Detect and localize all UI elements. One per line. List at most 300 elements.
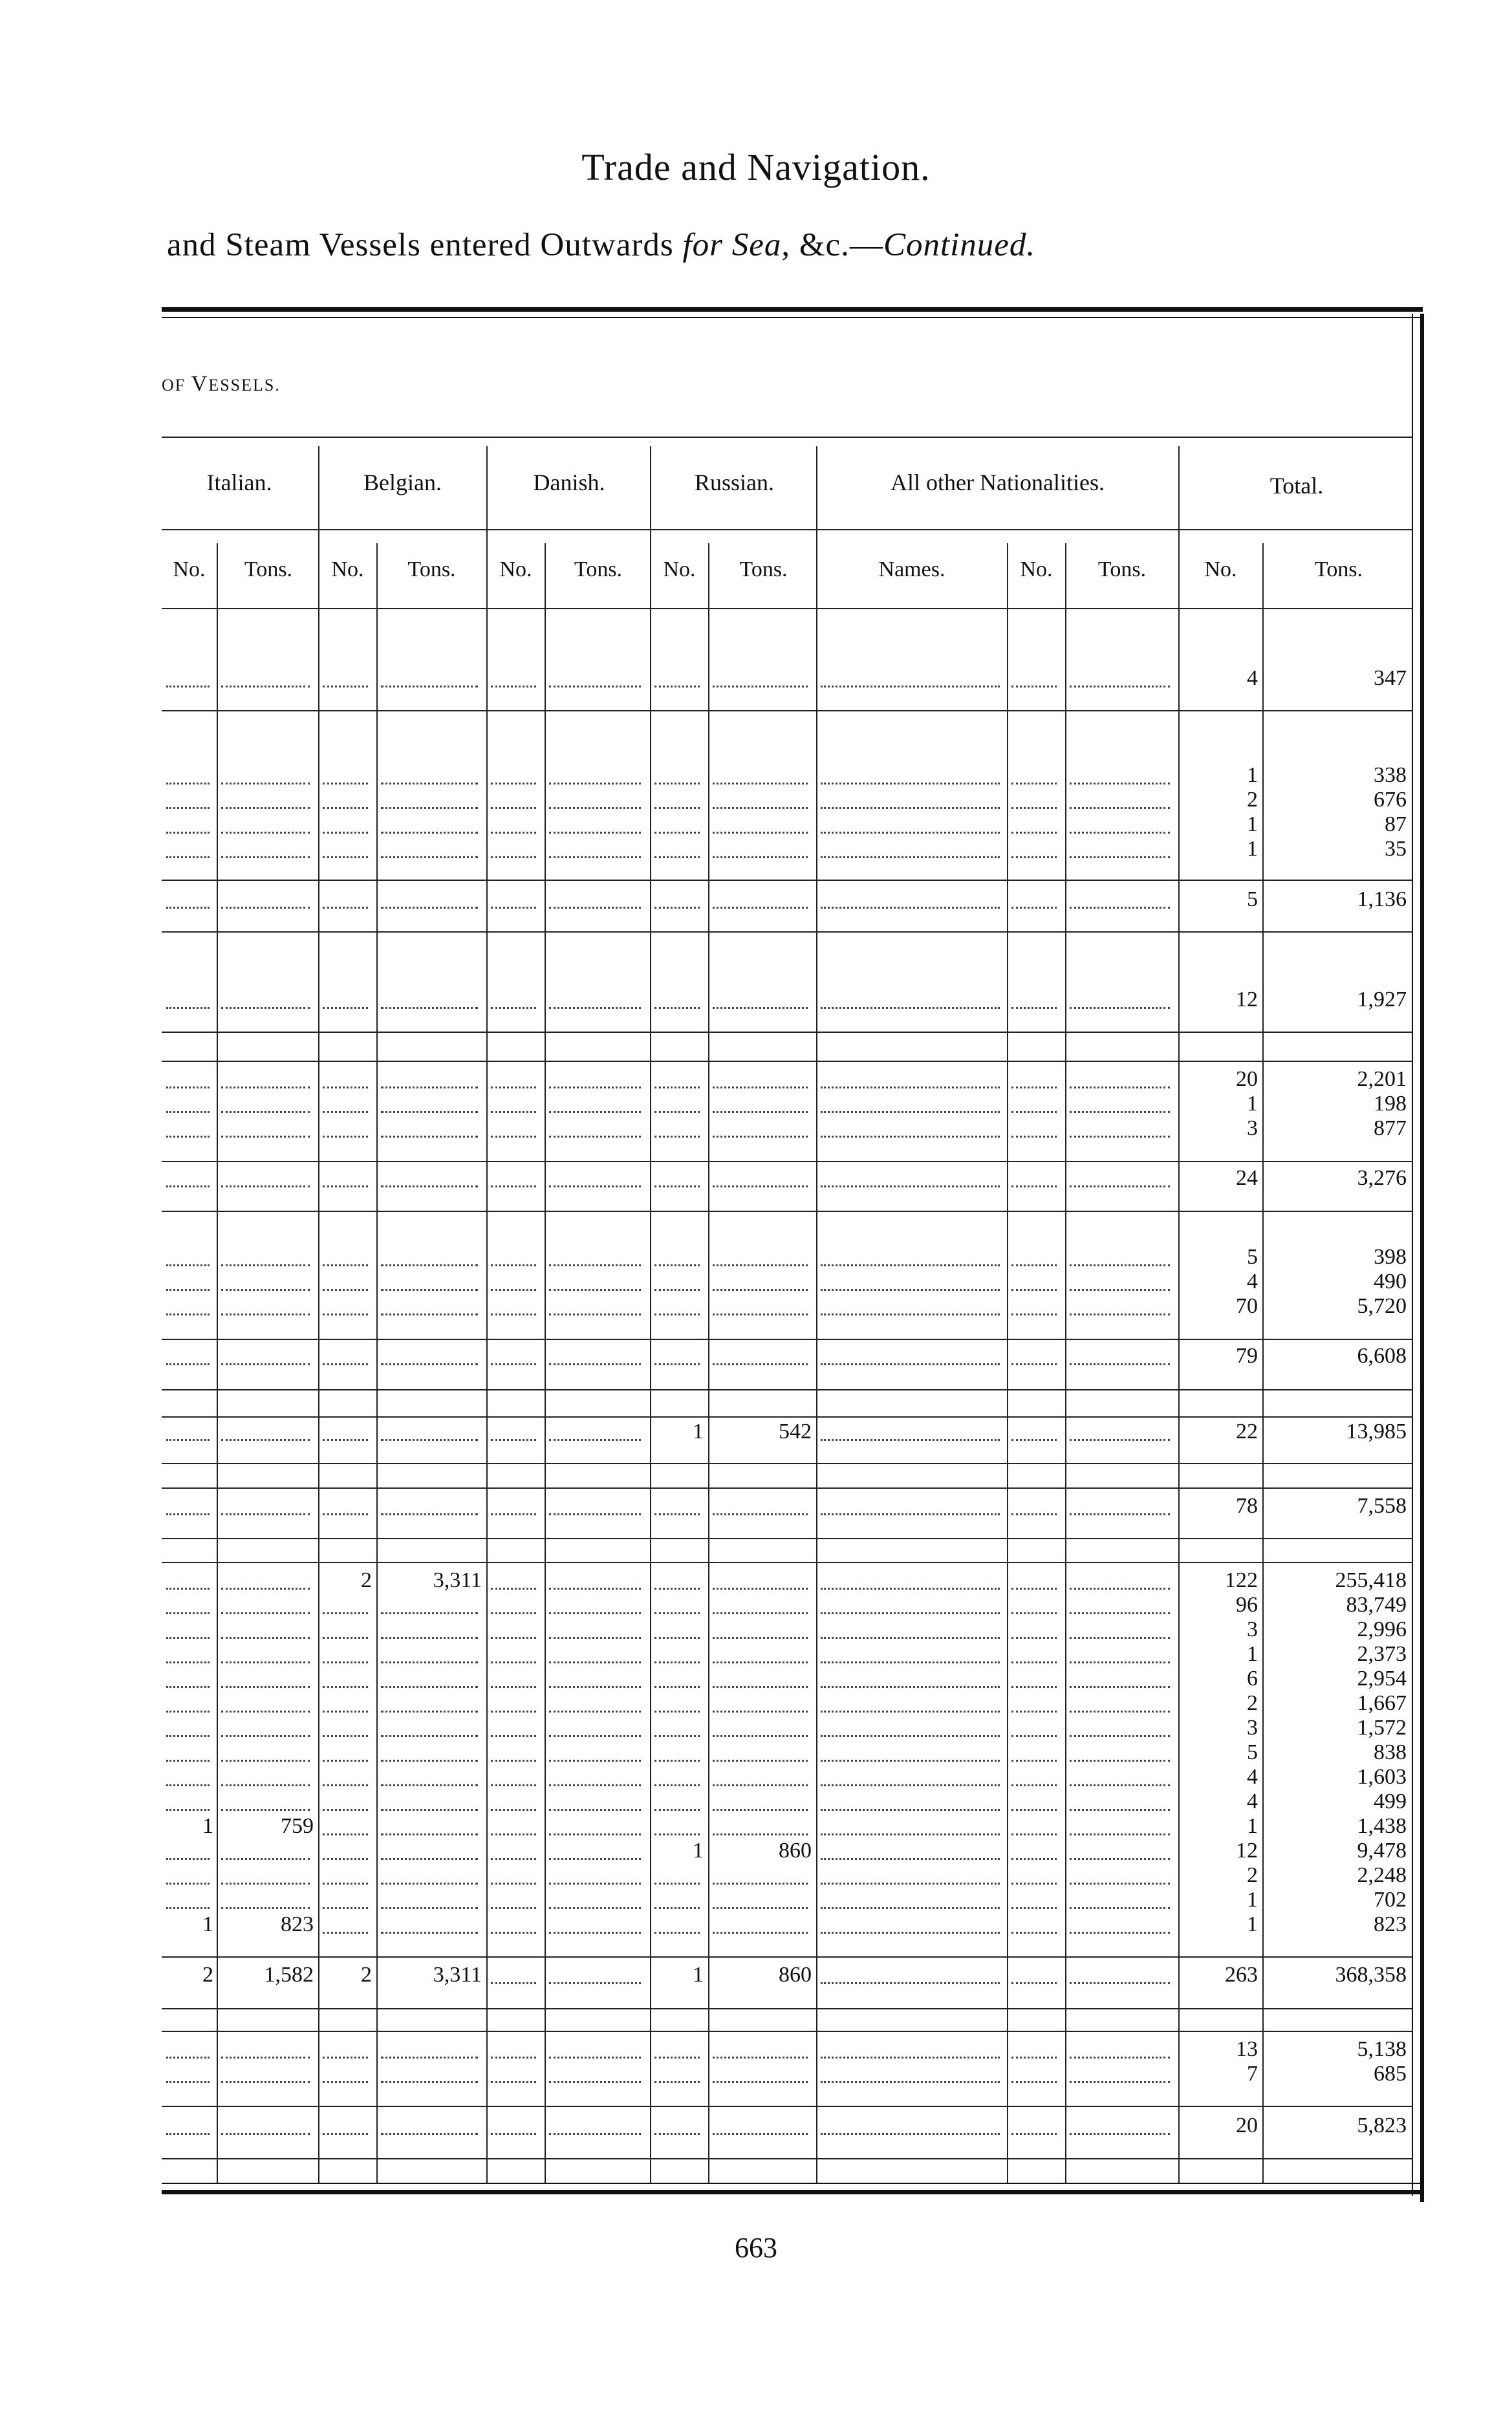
- subheader-other-no: No.: [1020, 557, 1053, 581]
- leader-dots: [549, 2133, 641, 2135]
- leader-dots: [821, 1686, 1000, 1688]
- leader-dots: [166, 1264, 210, 1266]
- table-cell-be-tons: 3,311: [433, 1568, 482, 1592]
- leader-dots: [1011, 1784, 1057, 1786]
- leader-dots: [821, 1185, 1000, 1187]
- leader-dots: [821, 1760, 1000, 1762]
- leader-dots: [1070, 1833, 1170, 1835]
- leader-dots: [323, 856, 368, 858]
- leader-dots: [549, 907, 641, 909]
- leader-dots: [381, 1136, 478, 1138]
- leader-dots: [381, 1087, 478, 1088]
- leader-dots: [381, 807, 478, 809]
- table-cell-tot-no: 1: [1247, 1912, 1258, 1936]
- leader-dots: [713, 1588, 808, 1590]
- table-cell-tot-no: 7: [1247, 2062, 1258, 2086]
- group-rule: [162, 2031, 1413, 2032]
- table-cell-tot-tons: 255,418: [1335, 1568, 1407, 1592]
- table-cell-tot-tons: 823: [1374, 1912, 1407, 1936]
- leader-dots: [166, 856, 210, 858]
- table-cell-tot-tons: 499: [1374, 1789, 1407, 1813]
- leader-dots: [821, 1711, 1000, 1713]
- table-cell-tot-tons: 490: [1374, 1270, 1407, 1293]
- leader-dots: [166, 1907, 210, 1909]
- leader-dots: [1011, 1111, 1057, 1113]
- leader-dots: [549, 1735, 641, 1737]
- leader-dots: [491, 1007, 536, 1009]
- table-cell-tot-tons: 87: [1385, 812, 1407, 836]
- leader-dots: [1011, 1735, 1057, 1737]
- leader-dots: [381, 1637, 478, 1639]
- leader-dots: [323, 1185, 368, 1187]
- leader-dots: [1011, 1007, 1057, 1009]
- leader-dots: [549, 832, 641, 834]
- leader-dots: [166, 1711, 210, 1713]
- table-cell-tot-no: 1: [1247, 1092, 1258, 1116]
- leader-dots: [1011, 1661, 1057, 1663]
- leader-dots: [491, 1289, 536, 1291]
- leader-dots: [549, 856, 641, 858]
- leader-dots: [221, 1007, 310, 1009]
- leader-dots: [491, 807, 536, 809]
- subheader-russian-tons: Tons.: [739, 557, 788, 581]
- leader-dots: [1070, 1637, 1170, 1639]
- leader-dots: [713, 686, 808, 687]
- leader-dots: [491, 2081, 536, 2083]
- leader-dots: [1011, 1612, 1057, 1614]
- table-cell-tot-tons: 1,136: [1357, 887, 1407, 911]
- table-cell-tot-no: 1: [1247, 812, 1258, 836]
- table-cell-tot-no: 2: [1247, 1691, 1258, 1715]
- leader-dots: [323, 686, 368, 687]
- leader-dots: [1070, 832, 1170, 834]
- leader-dots: [491, 832, 536, 834]
- table-cell-tot-tons: 2,201: [1357, 1067, 1407, 1091]
- group-rule: [162, 2106, 1413, 2107]
- col-line: [217, 543, 218, 2183]
- leader-dots: [1011, 907, 1057, 909]
- table-cell-tot-no: 6: [1247, 1667, 1258, 1691]
- leader-dots: [323, 2057, 368, 2059]
- leader-dots: [713, 1087, 808, 1088]
- table-cell-tot-no: 24: [1236, 1166, 1258, 1190]
- leader-dots: [549, 1513, 641, 1515]
- leader-dots: [491, 783, 536, 784]
- leader-dots: [549, 1007, 641, 1009]
- leader-dots: [491, 1932, 536, 1934]
- table-cell-tot-no: 70: [1236, 1294, 1258, 1318]
- leader-dots: [1070, 1314, 1170, 1315]
- subtitle-mid: , &c.—: [781, 227, 883, 263]
- leader-dots: [381, 2081, 478, 2083]
- leader-dots: [654, 1661, 700, 1663]
- leader-dots: [323, 1363, 368, 1365]
- leader-dots: [166, 1439, 210, 1441]
- leader-dots: [381, 1661, 478, 1663]
- leader-dots: [713, 1185, 808, 1187]
- leader-dots: [323, 1784, 368, 1786]
- table-cell-tot-tons: 3,276: [1357, 1166, 1407, 1190]
- leader-dots: [1070, 1264, 1170, 1266]
- leader-dots: [1070, 2057, 1170, 2059]
- leader-dots: [221, 1513, 310, 1515]
- leader-dots: [323, 1661, 368, 1663]
- section-label: [162, 372, 281, 396]
- leader-dots: [549, 686, 641, 687]
- leader-dots: [491, 1760, 536, 1762]
- leader-dots: [549, 1686, 641, 1688]
- group-rule: [162, 2008, 1413, 2009]
- table-cell-tot-no: 263: [1225, 1963, 1258, 1987]
- leader-dots: [491, 1907, 536, 1909]
- leader-dots: [221, 1439, 310, 1441]
- leader-dots: [381, 1314, 478, 1315]
- header-belgian: Belgian.: [363, 470, 442, 495]
- leader-dots: [1070, 1439, 1170, 1441]
- leader-dots: [491, 1439, 536, 1441]
- leader-dots: [323, 1833, 368, 1835]
- table-cell-tot-tons: 198: [1374, 1092, 1407, 1116]
- table-cell-tot-no: 1: [1247, 837, 1258, 861]
- leader-dots: [821, 1858, 1000, 1860]
- bottom-rule-thin: [162, 2183, 1423, 2184]
- leader-dots: [713, 1513, 808, 1515]
- leader-dots: [491, 1314, 536, 1315]
- table-cell-tot-no: 3: [1247, 1716, 1258, 1740]
- leader-dots: [221, 2081, 310, 2083]
- col-line: [708, 543, 709, 2183]
- leader-dots: [654, 1363, 700, 1365]
- leader-dots: [713, 1907, 808, 1909]
- table-cell-tot-no: 20: [1236, 1067, 1258, 1091]
- table-cell-tot-no: 4: [1247, 1765, 1258, 1789]
- leader-dots: [1011, 2057, 1057, 2059]
- col-line: [1065, 543, 1066, 2183]
- header-italian: Italian.: [206, 470, 272, 495]
- leader-dots: [323, 1289, 368, 1291]
- leader-dots: [221, 1661, 310, 1663]
- table-cell-tot-tons: 2,248: [1357, 1863, 1407, 1887]
- leader-dots: [1011, 832, 1057, 834]
- leader-dots: [549, 783, 641, 784]
- leader-dots: [323, 1612, 368, 1614]
- leader-dots: [166, 1363, 210, 1365]
- leader-dots: [713, 1686, 808, 1688]
- leader-dots: [323, 1686, 368, 1688]
- table-cell-tot-tons: 877: [1374, 1116, 1407, 1140]
- leader-dots: [713, 1760, 808, 1762]
- leader-dots: [821, 1439, 1000, 1441]
- leader-dots: [713, 1111, 808, 1113]
- leader-dots: [491, 1087, 536, 1088]
- leader-dots: [549, 807, 641, 809]
- leader-dots: [323, 1858, 368, 1860]
- header-total: Total.: [1269, 473, 1324, 499]
- table-cell-ru-tons: 860: [779, 1839, 812, 1863]
- leader-dots: [549, 1185, 641, 1187]
- leader-dots: [654, 1007, 700, 1009]
- table-cell-tot-tons: 347: [1374, 666, 1407, 690]
- leader-dots: [713, 1833, 808, 1835]
- leader-dots: [1011, 2081, 1057, 2083]
- leader-dots: [713, 1363, 808, 1365]
- leader-dots: [654, 1711, 700, 1713]
- leader-dots: [654, 1760, 700, 1762]
- leader-dots: [821, 1932, 1000, 1934]
- leader-dots: [323, 807, 368, 809]
- leader-dots: [166, 686, 210, 687]
- leader-dots: [654, 856, 700, 858]
- leader-dots: [821, 1637, 1000, 1639]
- leader-dots: [491, 1264, 536, 1266]
- leader-dots: [323, 1932, 368, 1934]
- leader-dots: [221, 1185, 310, 1187]
- leader-dots: [713, 1264, 808, 1266]
- table-cell-tot-no: 2: [1247, 788, 1258, 812]
- leader-dots: [549, 1588, 641, 1590]
- subheader-italian-tons: Tons.: [244, 557, 293, 581]
- group-rule: [162, 1463, 1413, 1464]
- group-rule: [162, 710, 1413, 711]
- leader-dots: [1011, 1588, 1057, 1590]
- group-rule: [162, 880, 1413, 881]
- table-cell-be-no: 2: [361, 1963, 372, 1987]
- leader-dots: [166, 1784, 210, 1786]
- leader-dots: [323, 1264, 368, 1266]
- leader-dots: [491, 1136, 536, 1138]
- leader-dots: [1070, 1513, 1170, 1515]
- table-cell-tot-tons: 83,749: [1346, 1593, 1407, 1617]
- leader-dots: [713, 2057, 808, 2059]
- leader-dots: [166, 1185, 210, 1187]
- leader-dots: [381, 1883, 478, 1885]
- leader-dots: [821, 1735, 1000, 1737]
- leader-dots: [323, 1007, 368, 1009]
- subheader-belgian-no: No.: [331, 557, 364, 581]
- leader-dots: [381, 1007, 478, 1009]
- leader-dots: [549, 1111, 641, 1113]
- bottom-rule-thick: [162, 2190, 1423, 2194]
- subtitle-prefix: and Steam Vessels entered Outwards: [167, 227, 683, 263]
- leader-dots: [166, 1289, 210, 1291]
- leader-dots: [654, 783, 700, 784]
- leader-dots: [381, 1809, 478, 1811]
- col-line: [486, 446, 488, 2183]
- table-cell-tot-no: 12: [1236, 988, 1258, 1011]
- table-cell-tot-tons: 6,608: [1357, 1344, 1407, 1368]
- leader-dots: [821, 686, 1000, 687]
- group-rule: [162, 1032, 1413, 1033]
- leader-dots: [821, 832, 1000, 834]
- leader-dots: [1011, 1087, 1057, 1088]
- leader-dots: [654, 1932, 700, 1934]
- leader-dots: [166, 807, 210, 809]
- top-rule-thick: [162, 307, 1423, 312]
- leader-dots: [549, 1314, 641, 1315]
- leader-dots: [1011, 686, 1057, 687]
- section-label-first: OF: [162, 376, 191, 395]
- leader-dots: [713, 1136, 808, 1138]
- leader-dots: [323, 783, 368, 784]
- leader-dots: [549, 1907, 641, 1909]
- table-cell-tot-tons: 9,478: [1357, 1839, 1407, 1863]
- leader-dots: [491, 1612, 536, 1614]
- leader-dots: [713, 1883, 808, 1885]
- leader-dots: [221, 1883, 310, 1885]
- leader-dots: [491, 1185, 536, 1187]
- leader-dots: [166, 1637, 210, 1639]
- leader-dots: [221, 2133, 310, 2135]
- leader-dots: [1070, 1289, 1170, 1291]
- leader-dots: [221, 856, 310, 858]
- leader-dots: [713, 783, 808, 784]
- leader-dots: [1011, 1711, 1057, 1713]
- leader-dots: [381, 2057, 478, 2059]
- leader-dots: [323, 1760, 368, 1762]
- table-cell-tot-no: 5: [1247, 1740, 1258, 1764]
- leader-dots: [323, 1809, 368, 1811]
- table-cell-tot-no: 4: [1247, 1789, 1258, 1813]
- leader-dots: [654, 1588, 700, 1590]
- leader-dots: [821, 1314, 1000, 1315]
- leader-dots: [654, 1637, 700, 1639]
- leader-dots: [713, 1289, 808, 1291]
- leader-dots: [221, 1858, 310, 1860]
- leader-dots: [549, 1612, 641, 1614]
- leader-dots: [323, 907, 368, 909]
- table-cell-tot-tons: 5,138: [1357, 2037, 1407, 2061]
- leader-dots: [381, 1185, 478, 1187]
- leader-dots: [381, 1612, 478, 1614]
- table-cell-ru-no: 1: [693, 1420, 704, 1443]
- table-cell-tot-no: 79: [1236, 1344, 1258, 1368]
- leader-dots: [166, 1760, 210, 1762]
- leader-dots: [821, 1513, 1000, 1515]
- leader-dots: [381, 1735, 478, 1737]
- leader-dots: [821, 856, 1000, 858]
- leader-dots: [1011, 1289, 1057, 1291]
- leader-dots: [821, 907, 1000, 909]
- leader-dots: [821, 1136, 1000, 1138]
- table-cell-ru-no: 1: [693, 1839, 704, 1863]
- leader-dots: [166, 1314, 210, 1315]
- leader-dots: [381, 1760, 478, 1762]
- leader-dots: [323, 1136, 368, 1138]
- leader-dots: [1070, 1363, 1170, 1365]
- table-cell-tot-no: 122: [1225, 1568, 1258, 1592]
- leader-dots: [221, 1588, 310, 1590]
- leader-dots: [549, 1711, 641, 1713]
- leader-dots: [1011, 1833, 1057, 1835]
- leader-dots: [654, 1087, 700, 1088]
- leader-dots: [323, 1111, 368, 1113]
- leader-dots: [221, 1784, 310, 1786]
- leader-dots: [166, 783, 210, 784]
- leader-dots: [381, 1784, 478, 1786]
- leader-dots: [1070, 1007, 1170, 1009]
- leader-dots: [1070, 1907, 1170, 1909]
- table-cell-tot-tons: 1,603: [1357, 1765, 1407, 1789]
- table-cell-it-tons: 823: [281, 1912, 314, 1936]
- leader-dots: [381, 1513, 478, 1515]
- leader-dots: [1011, 1760, 1057, 1762]
- leader-dots: [821, 2133, 1000, 2135]
- leader-dots: [221, 1363, 310, 1365]
- leader-dots: [381, 1932, 478, 1934]
- table-cell-tot-tons: 702: [1374, 1888, 1407, 1912]
- page-subtitle: [167, 226, 1035, 264]
- leader-dots: [821, 1833, 1000, 1835]
- group-rule: [162, 1538, 1413, 1539]
- subheader-other-tons: Tons.: [1097, 557, 1147, 581]
- leader-dots: [1011, 1907, 1057, 1909]
- leader-dots: [1070, 807, 1170, 809]
- leader-dots: [654, 1735, 700, 1737]
- leader-dots: [166, 1809, 210, 1811]
- leader-dots: [654, 1185, 700, 1187]
- leader-dots: [491, 856, 536, 858]
- leader-dots: [491, 1883, 536, 1885]
- leader-dots: [821, 1087, 1000, 1088]
- table-cell-tot-tons: 685: [1374, 2062, 1407, 2086]
- leader-dots: [166, 1087, 210, 1088]
- leader-dots: [654, 1314, 700, 1315]
- leader-dots: [654, 807, 700, 809]
- page-number: 663: [735, 2232, 777, 2264]
- leader-dots: [381, 907, 478, 909]
- col-line: [1262, 543, 1264, 2183]
- leader-dots: [821, 1111, 1000, 1113]
- leader-dots: [381, 1439, 478, 1441]
- leader-dots: [713, 1637, 808, 1639]
- leader-dots: [654, 1289, 700, 1291]
- leader-dots: [1070, 1686, 1170, 1688]
- leader-dots: [166, 1858, 210, 1860]
- leader-dots: [1011, 1809, 1057, 1811]
- leader-dots: [166, 1735, 210, 1737]
- table-cell-be-tons: 3,311: [433, 1963, 482, 1987]
- leader-dots: [821, 1907, 1000, 1909]
- leader-dots: [166, 1513, 210, 1515]
- leader-dots: [491, 1711, 536, 1713]
- subheader-danish-no: No.: [499, 557, 532, 581]
- leader-dots: [323, 832, 368, 834]
- subtitle-italic-2: Continued.: [883, 227, 1036, 263]
- leader-dots: [491, 1588, 536, 1590]
- leader-dots: [821, 1809, 1000, 1811]
- leader-dots: [1070, 1883, 1170, 1885]
- leader-dots: [654, 1612, 700, 1614]
- leader-dots: [549, 1833, 641, 1835]
- table-cell-ru-tons: 860: [779, 1963, 812, 1987]
- leader-dots: [654, 686, 700, 687]
- leader-dots: [713, 1661, 808, 1663]
- leader-dots: [381, 1363, 478, 1365]
- leader-dots: [1070, 1858, 1170, 1860]
- table-cell-tot-no: 1: [1247, 1642, 1258, 1666]
- leader-dots: [1070, 1661, 1170, 1663]
- leader-dots: [1011, 807, 1057, 809]
- table-cell-tot-tons: 338: [1374, 763, 1407, 787]
- leader-dots: [1011, 1883, 1057, 1885]
- leader-dots: [221, 2057, 310, 2059]
- subheader-belgian-tons: Tons.: [407, 557, 456, 581]
- col-line: [1178, 446, 1180, 2183]
- right-border-thin: [1412, 314, 1413, 2196]
- header-rule-1: [162, 437, 1413, 438]
- leader-dots: [654, 907, 700, 909]
- leader-dots: [1011, 1858, 1057, 1860]
